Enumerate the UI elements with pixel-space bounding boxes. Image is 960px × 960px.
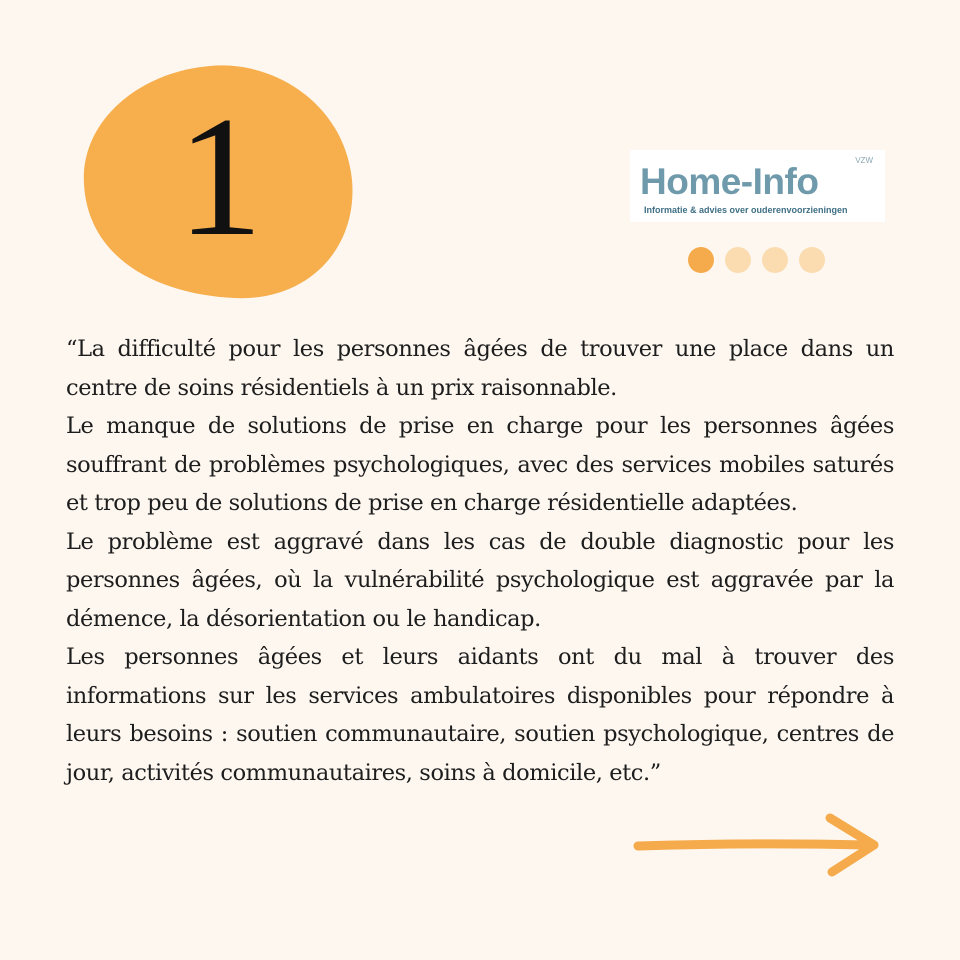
- quote-paragraph-4: Les personnes âgées et leurs aidants ont du mal à trouver des informations sur les services ambulatoires disponibles pour répondre à leurs besoins : soutien communautaire, soutien psychologique, centres de jour, activités communautaires, soins à domicile, etc.”: [66, 644, 894, 786]
- pagination-dot-1: [688, 247, 714, 273]
- quote-paragraph-1: “La difficulté pour les personnes âgées de trouver une place dans un centre de soins résidentiels à un prix raisonnable.: [66, 336, 894, 401]
- slide-number: 1: [177, 82, 263, 272]
- pagination-dot-3: [762, 247, 788, 273]
- pagination-dot-4: [799, 247, 825, 273]
- logo-subtitle: Informatie & advies over ouderenvoorzieningen: [644, 205, 848, 215]
- next-arrow-icon[interactable]: [632, 810, 884, 880]
- pagination-dot-2: [725, 247, 751, 273]
- logo-suffix: VZW: [855, 156, 873, 165]
- pagination-dots: [688, 247, 825, 273]
- home-info-logo: [630, 150, 885, 222]
- logo-title: Home-Info: [640, 161, 819, 202]
- quote-paragraph-3: Le problème est aggravé dans les cas de double diagnostic pour les personnes âgées, où la vulnérabilité psychologique est aggravée par la démence, la désorientation ou le handicap.: [66, 528, 894, 632]
- quote-text: [66, 330, 894, 792]
- quote-paragraph-2: Le manque de solutions de prise en charge pour les personnes âgées souffrant de problèmes psychologiques, avec des services mobiles saturés et trop peu de solutions de prise en charge résidentielle adaptées.: [66, 413, 894, 516]
